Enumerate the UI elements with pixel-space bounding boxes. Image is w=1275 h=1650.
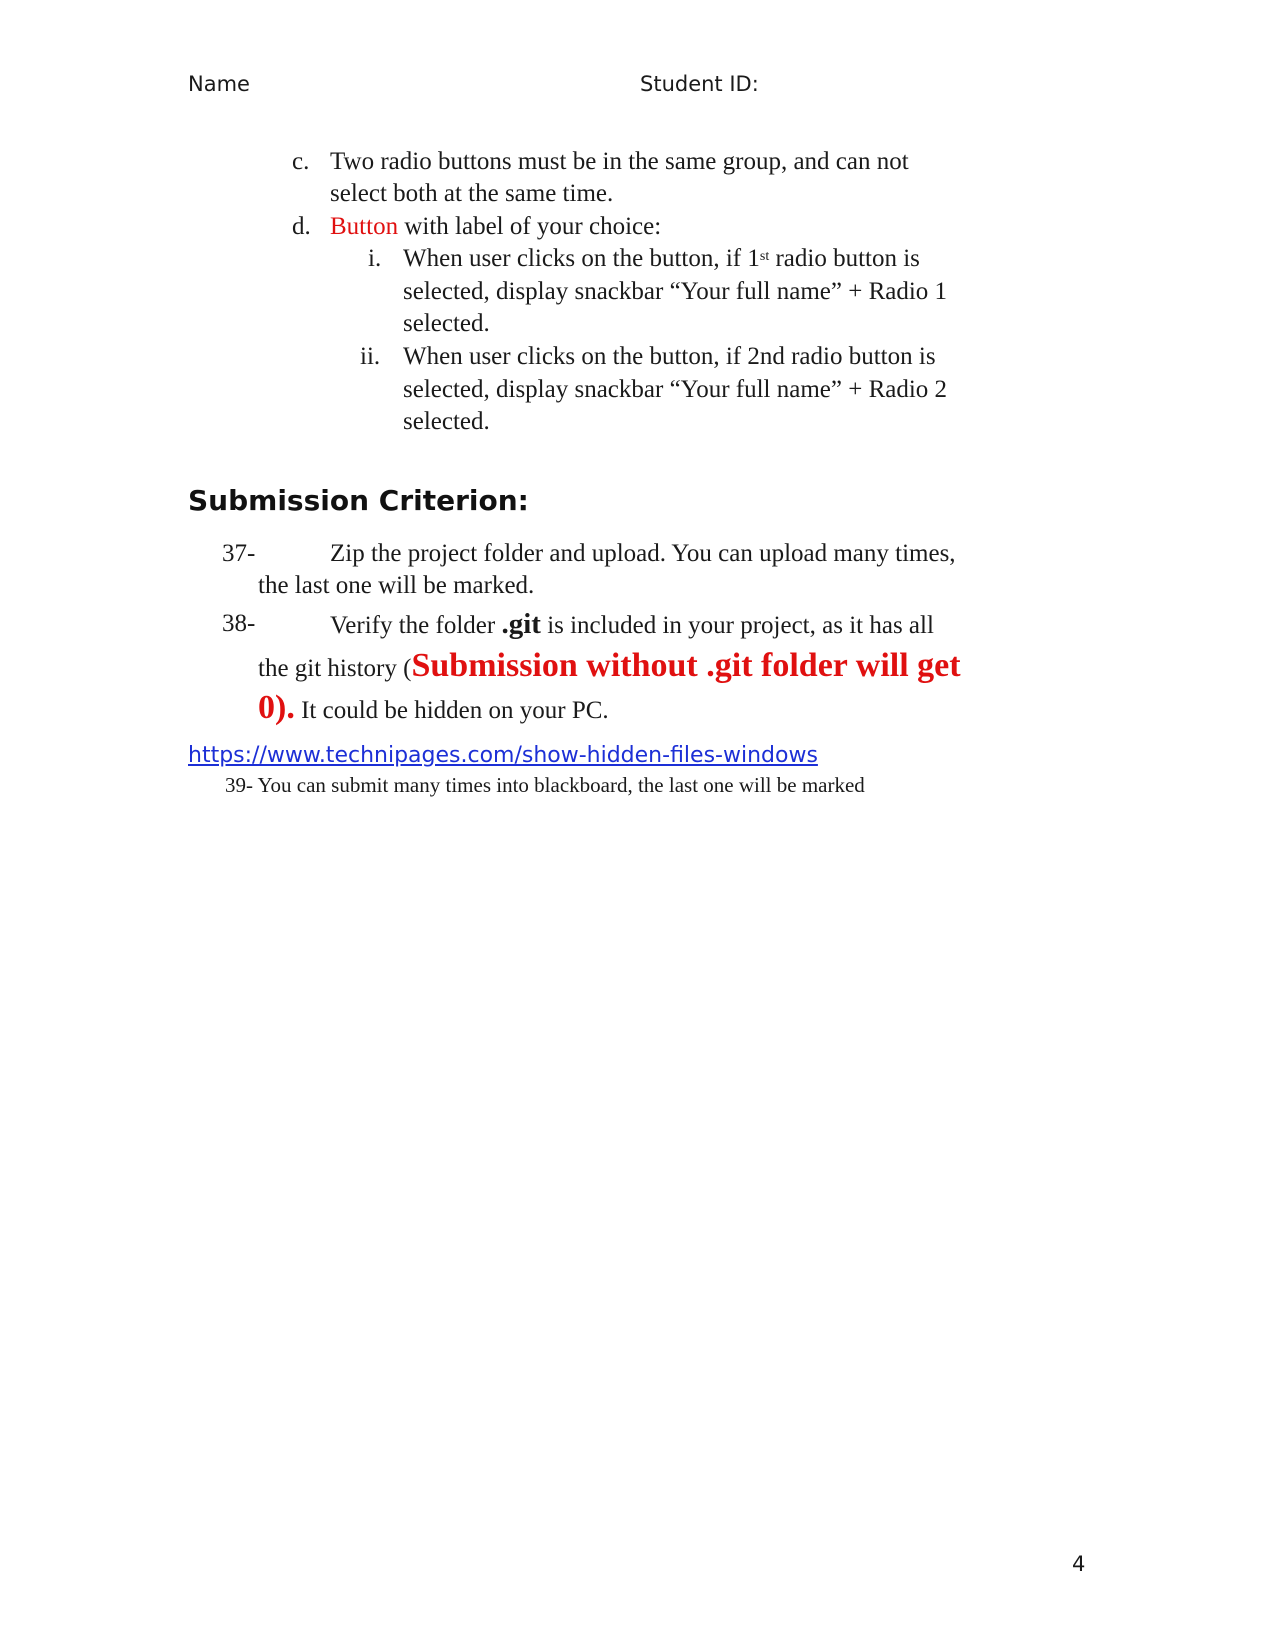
item-i-marker: i. (368, 245, 382, 272)
item-38-line2-pre: the git history ( (258, 655, 412, 682)
item-c-line1: Two radio buttons must be in the same group, and can not (330, 148, 909, 175)
item-i-line1-pre: When user clicks on the button, if 1 (403, 245, 760, 272)
item-38-line1 (330, 608, 934, 642)
item-38-line3-post: It could be hidden on your PC. (294, 697, 609, 724)
item-38-line1-pre: Verify the folder (330, 612, 502, 639)
item-c-marker: c. (292, 148, 310, 175)
header-student-id-label: Student ID: (640, 72, 759, 96)
item-d-button-word: Button (330, 213, 399, 240)
item-38-line2 (258, 647, 961, 685)
item-i-line1 (403, 243, 920, 275)
item-d-rest: with label of your choice: (398, 213, 662, 240)
item-ii-line3: selected. (403, 408, 490, 435)
item-ii-marker: ii. (360, 343, 381, 370)
item-38-line1-post: is included in your project, as it has all (540, 612, 934, 639)
item-39-line: 39- You can submit many times into blackboard, the last one will be marked (225, 773, 865, 797)
item-38-line3 (258, 689, 609, 727)
item-d-line (330, 211, 661, 243)
item-i-superscript: st (759, 249, 770, 264)
item-37-line2: the last one will be marked. (258, 572, 535, 599)
warning-text-end: 0). (258, 689, 295, 726)
submission-heading: Submission Criterion: (188, 484, 529, 517)
item-d-marker: d. (292, 213, 311, 240)
header-name-label: Name (188, 72, 250, 96)
item-37-number: 37- (222, 540, 256, 567)
item-38-number: 38- (222, 610, 256, 637)
warning-text: Submission without .git folder will get (411, 647, 961, 684)
item-i-line3: selected. (403, 310, 490, 337)
item-ii-line2: selected, display snackbar “Your full name” + Radio 2 (403, 376, 948, 403)
item-c-line2: select both at the same time. (330, 180, 614, 207)
item-i-line1-post: radio button is (769, 245, 920, 272)
hidden-files-link[interactable]: https://www.technipages.com/show-hidden-files-windows (188, 743, 818, 768)
git-folder-name: .git (501, 608, 541, 640)
item-i-line2: selected, display snackbar “Your full name” + Radio 1 (403, 278, 948, 305)
item-37-line1: Zip the project folder and upload. You can upload many times, (330, 540, 956, 567)
item-ii-line1: When user clicks on the button, if 2nd radio button is (403, 343, 936, 370)
page-number: 4 (1072, 1552, 1086, 1576)
